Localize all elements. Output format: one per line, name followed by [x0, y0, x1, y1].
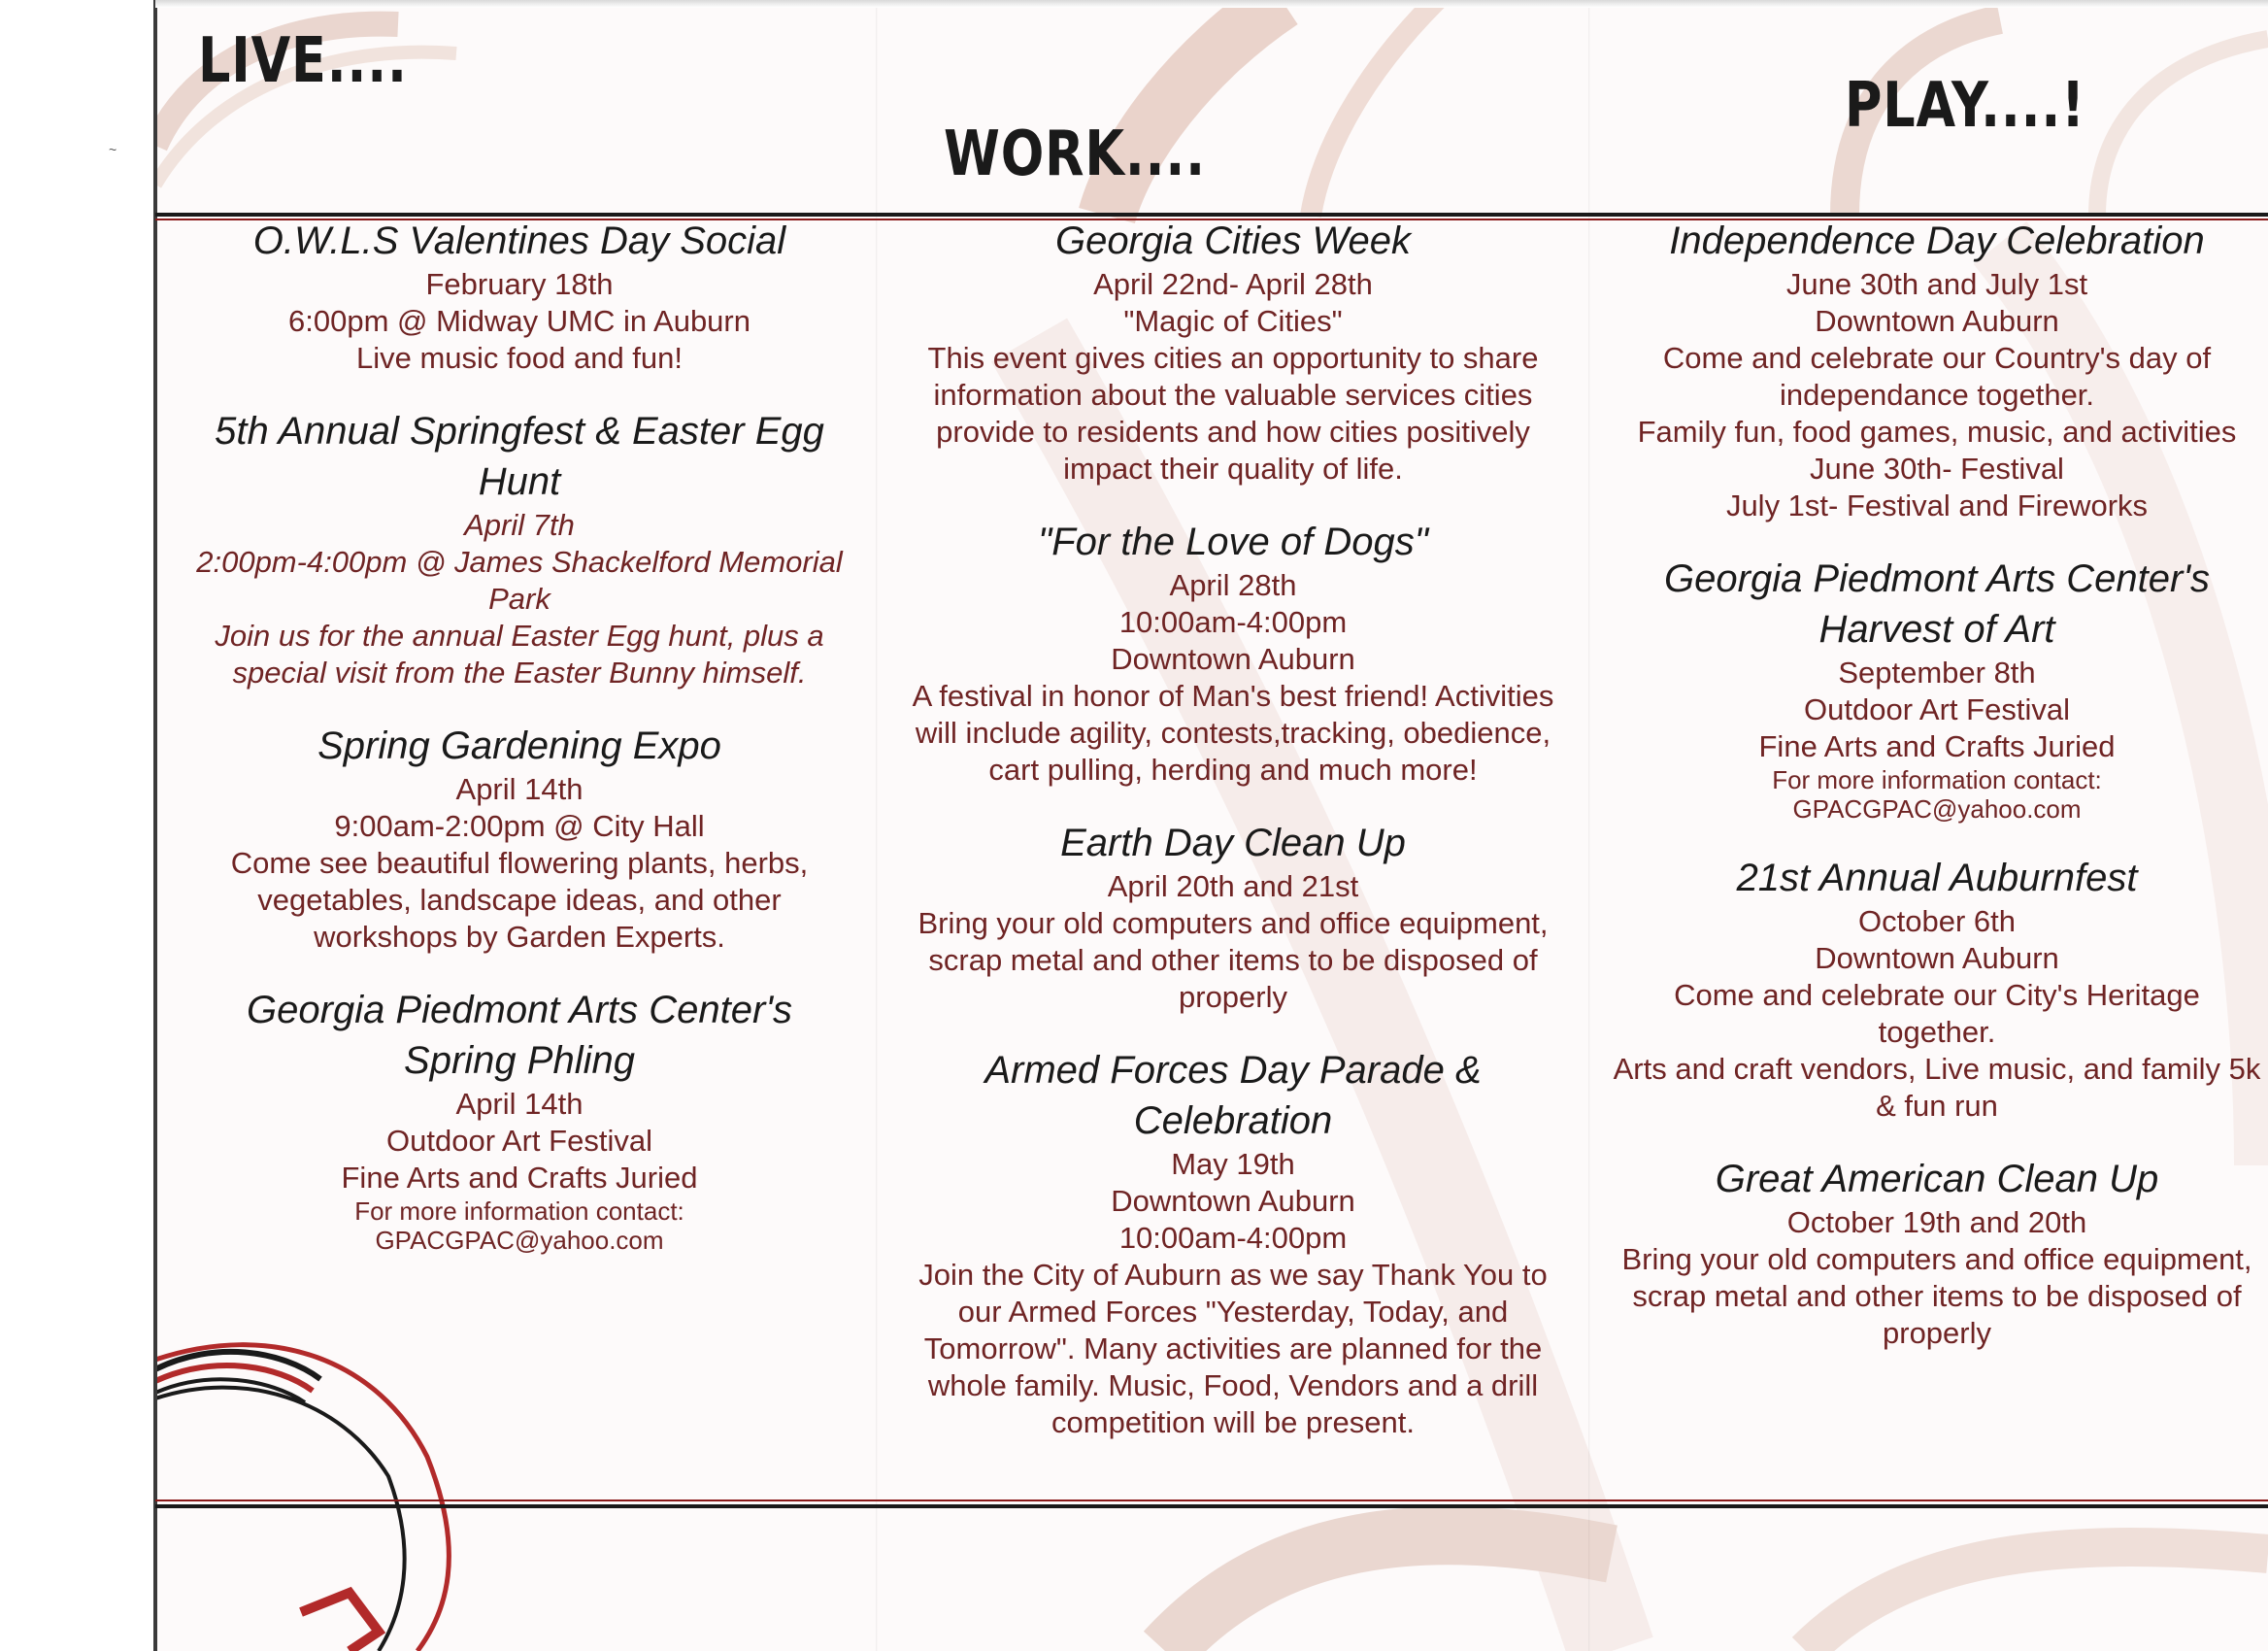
event-detail: April 14th [455, 1087, 584, 1121]
event-detail: September 8th [1838, 656, 2036, 690]
event-detail: Live music food and fun! [355, 341, 684, 375]
page-top-edge [155, 0, 2268, 8]
event-detail: Join us for the annual Easter Egg hunt, plus a special visit from the Easter Bunny himself. [215, 619, 824, 690]
event-detail: Family fun, food games, music, and activities [1637, 415, 2237, 449]
event-detail: Bring your old computers and office equipment, scrap metal and other items to be disposed of properly [1621, 1242, 2252, 1350]
event-block [1612, 1154, 2262, 1352]
event-detail: 10:00am-4:00pm [1118, 1221, 1348, 1255]
event-title: Georgia Cities Week [1054, 219, 1412, 262]
event-detail: October 19th and 20th [1786, 1205, 2087, 1239]
event-block [893, 1045, 1573, 1441]
event-detail: June 30th and July 1st [1785, 267, 2088, 301]
event-detail: Downtown Auburn [1815, 304, 2059, 338]
column-play [1612, 216, 2262, 1381]
event-detail: For more information contact: [1772, 765, 2102, 794]
event-detail: Bring your old computers and office equipment, scrap metal and other items to be disposed of properly [917, 906, 1549, 1014]
bottom-rule [155, 1504, 2268, 1508]
event-title: Great American Clean Up [1715, 1158, 2159, 1200]
event-block [1612, 853, 2262, 1125]
event-detail: October 6th [1858, 904, 2016, 938]
event-detail: This event gives cities an opportunity to share information about the valuable services cities provide to residents and how cities positively impact their quality of life. [927, 341, 1539, 486]
event-block [194, 216, 845, 377]
margin-mark: ~ [109, 142, 117, 157]
event-detail: Downtown Auburn [1111, 1184, 1355, 1218]
event-block [194, 985, 845, 1255]
heading-play: PLAY....! [1845, 70, 2085, 142]
event-detail: Fine Arts and Crafts Juried [1758, 729, 2116, 763]
event-detail: Fine Arts and Crafts Juried [341, 1161, 698, 1195]
event-detail: Arts and craft vendors, Live music, and family 5k & fun run [1613, 1052, 2261, 1123]
event-title: 21st Annual Auburnfest [1736, 857, 2138, 899]
event-block [1612, 216, 2262, 524]
event-block [1612, 554, 2262, 824]
event-detail: For more information contact: [354, 1196, 684, 1226]
event-block [194, 406, 845, 691]
event-detail: 9:00am-2:00pm @ City Hall [334, 809, 705, 843]
event-detail: April 20th and 21st [1107, 869, 1359, 903]
event-detail: Downtown Auburn [1815, 941, 2059, 975]
event-title: Spring Gardening Expo [317, 724, 721, 767]
event-detail: February 18th [425, 267, 614, 301]
fold-line-2 [1588, 0, 1590, 1651]
event-detail: A festival in honor of Man's best friend! Activities will include agility, contests,tracking, obedience, cart pulling, herding and much more! [912, 679, 1554, 787]
event-detail: GPACGPAC@yahoo.com [1792, 794, 2082, 824]
event-detail: June 30th- Festival [1810, 452, 2064, 486]
event-title: 5th Annual Springfest & Easter Egg Hunt [215, 410, 824, 503]
heading-work: WORK.... [944, 118, 1206, 190]
event-detail: July 1st- Festival and Fireworks [1725, 489, 2149, 522]
event-detail: 10:00am-4:00pm [1118, 605, 1348, 639]
event-block [893, 216, 1573, 488]
fold-line-1 [876, 0, 878, 1651]
event-detail: 2:00pm-4:00pm @ James Shackelford Memorial Park [196, 545, 843, 616]
column-work [893, 216, 1573, 1470]
event-detail: Downtown Auburn [1111, 642, 1355, 676]
event-detail: "Magic of Cities" [1123, 304, 1343, 338]
event-block [893, 818, 1573, 1016]
event-detail: Outdoor Art Festival [1804, 692, 2070, 726]
event-title: Georgia Piedmont Arts Center's Spring Phling [247, 989, 792, 1082]
event-title: Earth Day Clean Up [1060, 822, 1406, 864]
event-title: Georgia Piedmont Arts Center's Harvest of Art [1664, 557, 2210, 651]
event-detail: 6:00pm @ Midway UMC in Auburn [288, 304, 750, 338]
event-detail: Come and celebrate our Country's day of independance together. [1662, 341, 2212, 412]
event-title: Armed Forces Day Parade & Celebration [984, 1049, 1482, 1142]
event-detail: April 7th [464, 508, 575, 542]
page-left-edge [153, 0, 157, 1651]
bottom-rule-accent [155, 1499, 2268, 1501]
event-title: O.W.L.S Valentines Day Social [252, 219, 786, 262]
event-detail: May 19th [1171, 1147, 1295, 1181]
event-detail: Come and celebrate our City's Heritage together. [1674, 978, 2200, 1049]
event-detail: April 28th [1169, 568, 1297, 602]
event-title: "For the Love of Dogs" [1038, 521, 1428, 563]
column-live [194, 216, 845, 1284]
event-block [893, 517, 1573, 789]
heading-live: LIVE.... [198, 25, 408, 97]
event-detail: GPACGPAC@yahoo.com [375, 1226, 664, 1255]
event-detail: Join the City of Auburn as we say Thank You to our Armed Forces "Yesterday, Today, and Tomorrow". Many activities are planned for the whole family. Music, Food, Vendors and a drill competition will be present. [918, 1258, 1548, 1439]
event-title: Independence Day Celebration [1669, 219, 2205, 262]
event-detail: April 14th [455, 772, 584, 806]
event-detail: Come see beautiful flowering plants, herbs, vegetables, landscape ideas, and other workshops by Garden Experts. [230, 846, 809, 954]
event-block [194, 721, 845, 956]
event-detail: Outdoor Art Festival [386, 1124, 652, 1158]
event-detail: April 22nd- April 28th [1093, 267, 1373, 301]
